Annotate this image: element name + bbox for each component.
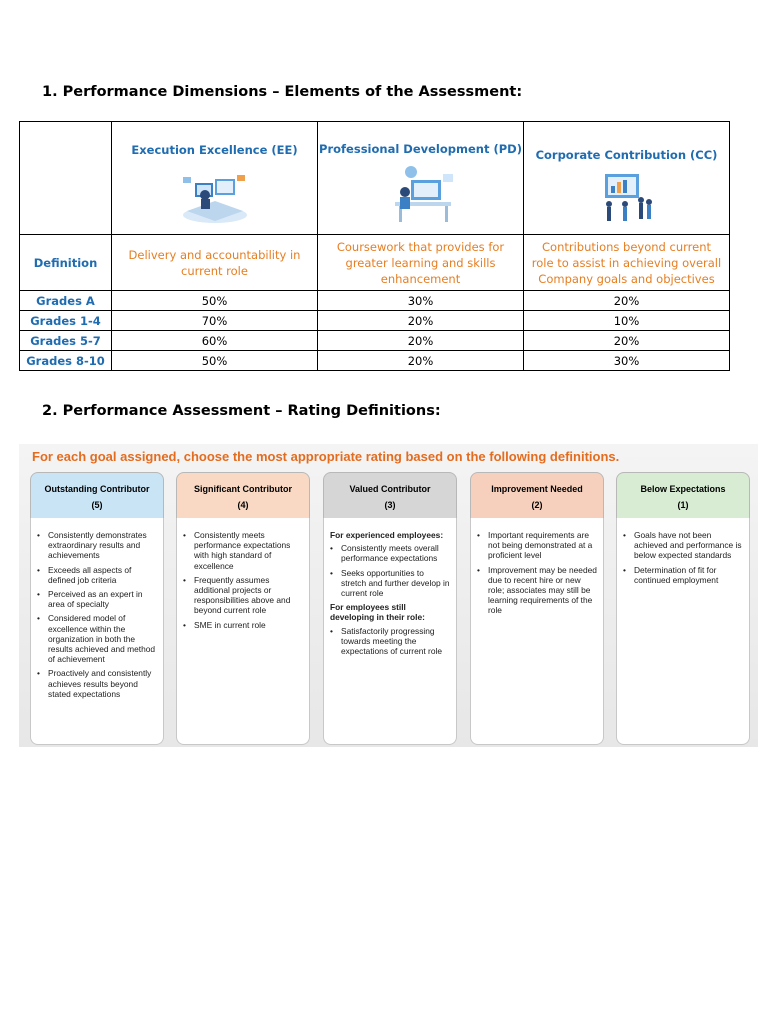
rating-name: Below Expectations bbox=[640, 484, 726, 494]
rating-card-body bbox=[176, 518, 310, 745]
rating-subheading: For employees still developing in their role: bbox=[330, 602, 425, 623]
section-1-title: 1. Performance Dimensions – Elements of the Assessment: bbox=[42, 84, 523, 100]
rating-card-body bbox=[323, 518, 457, 745]
grade-pd: 20% bbox=[318, 311, 524, 331]
grade-row bbox=[20, 291, 730, 311]
rating-card-header bbox=[616, 472, 750, 518]
rating-card-below bbox=[616, 472, 750, 745]
rating-card-valued bbox=[323, 472, 457, 745]
definition-pd: Coursework that provides for greater learning and skills enhancement bbox=[318, 235, 524, 291]
rating-name: Valued Contributor bbox=[349, 484, 431, 494]
rating-bullet: • Proactively and consistently achieves results beyond stated expectations bbox=[37, 668, 157, 699]
dimension-title-ee: Execution Excellence (EE) bbox=[131, 143, 298, 157]
grade-pd: 20% bbox=[318, 331, 524, 351]
rating-card-body bbox=[30, 518, 164, 745]
rating-name: Improvement Needed bbox=[491, 484, 583, 494]
rating-score: (1) bbox=[677, 500, 689, 510]
grade-row bbox=[20, 351, 730, 371]
rating-card-outstanding bbox=[30, 472, 164, 745]
definition-row bbox=[20, 235, 730, 291]
rating-bullet: • Consistently meets overall performance expectations bbox=[330, 543, 450, 563]
rating-bullet: • Important requirements are not being demonstrated at a proficient level bbox=[477, 530, 597, 561]
rating-card-body bbox=[470, 518, 604, 745]
rating-card-header bbox=[30, 472, 164, 518]
definition-label: Definition bbox=[20, 235, 112, 291]
rating-bullet: • Consistently demonstrates extraordinary results and achievements bbox=[37, 530, 157, 561]
rating-score: (3) bbox=[384, 500, 396, 510]
grade-row bbox=[20, 331, 730, 351]
grade-row bbox=[20, 311, 730, 331]
rating-score: (5) bbox=[91, 500, 103, 510]
rating-bullet: • Exceeds all aspects of defined job criteria bbox=[37, 565, 157, 585]
desk-worker-illustration-icon bbox=[175, 165, 255, 225]
grade-cc: 20% bbox=[524, 331, 730, 351]
team-presentation-illustration-icon bbox=[597, 170, 657, 228]
rating-card-header bbox=[470, 472, 604, 518]
dimension-header-ee bbox=[112, 122, 318, 235]
rating-card-significant bbox=[176, 472, 310, 745]
grade-ee: 60% bbox=[112, 331, 318, 351]
grade-ee: 70% bbox=[112, 311, 318, 331]
rating-name: Significant Contributor bbox=[194, 484, 292, 494]
grade-pd: 20% bbox=[318, 351, 524, 371]
rating-bullet: • Perceived as an expert in area of specialty bbox=[37, 589, 157, 609]
learning-desk-illustration-icon bbox=[381, 164, 461, 226]
grade-pd: 30% bbox=[318, 291, 524, 311]
section-2-title: 2. Performance Assessment – Rating Definitions: bbox=[42, 403, 441, 419]
rating-score: (2) bbox=[531, 500, 543, 510]
rating-name: Outstanding Contributor bbox=[44, 484, 150, 494]
rating-bullet: • Determination of fit for continued employment bbox=[623, 565, 743, 585]
rating-bullet: • Frequently assumes additional projects or responsibilities above and beyond current role bbox=[183, 575, 303, 616]
grade-cc: 30% bbox=[524, 351, 730, 371]
rating-bullet: • Improvement may be needed due to recent hire or new role; associates may still be learning requirements of the role bbox=[477, 565, 597, 616]
definition-cc: Contributions beyond current role to assist in achieving overall Company goals and objectives bbox=[524, 235, 730, 291]
rating-subheading: For experienced employees: bbox=[330, 530, 444, 540]
definition-ee: Delivery and accountability in current role bbox=[112, 235, 318, 291]
dimension-title-cc: Corporate Contribution (CC) bbox=[535, 147, 718, 162]
grade-label: Grades 8-10 bbox=[20, 351, 112, 371]
rating-card-improvement bbox=[470, 472, 604, 745]
grade-ee: 50% bbox=[112, 351, 318, 371]
rating-bullet: • Considered model of excellence within the organization in both the results achieved and method of achievement bbox=[37, 613, 157, 664]
dimension-header-pd bbox=[318, 122, 524, 235]
dimension-header-row bbox=[20, 122, 730, 235]
performance-dimensions-table bbox=[19, 121, 730, 371]
grade-cc: 10% bbox=[524, 311, 730, 331]
grade-label: Grades A bbox=[20, 291, 112, 311]
dimension-header-cc bbox=[524, 122, 730, 235]
grade-cc: 20% bbox=[524, 291, 730, 311]
dimension-title-pd: Professional Development (PD) bbox=[319, 142, 522, 156]
grade-label: Grades 5-7 bbox=[20, 331, 112, 351]
rating-instructions: For each goal assigned, choose the most appropriate rating based on the following definitions. bbox=[32, 449, 620, 464]
rating-bullet: • Seeks opportunities to stretch and further develop in current role bbox=[330, 568, 450, 599]
rating-bullet: • SME in current role bbox=[183, 620, 303, 630]
grade-label: Grades 1-4 bbox=[20, 311, 112, 331]
rating-bullet: • Goals have not been achieved and performance is below expected standards bbox=[623, 530, 743, 561]
rating-card-header bbox=[176, 472, 310, 518]
rating-card-body bbox=[616, 518, 750, 745]
grade-ee: 50% bbox=[112, 291, 318, 311]
rating-bullet: • Consistently meets performance expectations with high standard of excellence bbox=[183, 530, 303, 571]
rating-score: (4) bbox=[237, 500, 249, 510]
rating-card-header bbox=[323, 472, 457, 518]
rating-bullet: • Satisfactorily progressing towards meeting the expectations of current role bbox=[330, 626, 450, 657]
rating-definitions-panel bbox=[19, 444, 758, 747]
empty-header-cell bbox=[20, 122, 112, 235]
